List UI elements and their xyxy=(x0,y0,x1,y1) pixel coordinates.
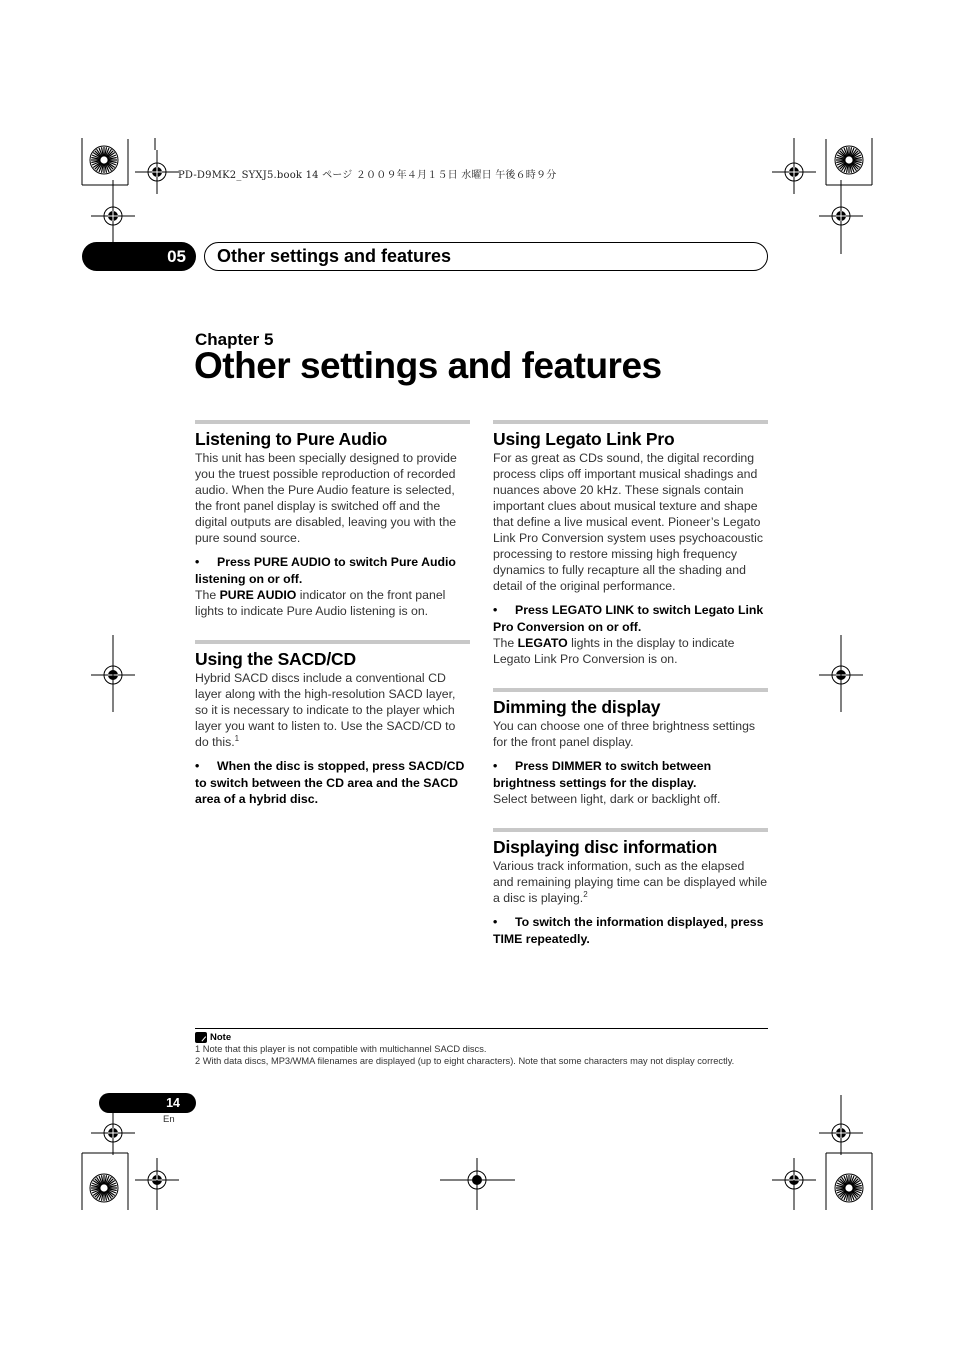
result-text: lights in the display to indicate Legato Link Pro Conversion is on. xyxy=(493,636,735,666)
section-result xyxy=(493,635,768,667)
section-pure-audio xyxy=(195,420,470,619)
bullet-text: Press DIMMER to switch between brightness settings for the display. xyxy=(493,759,712,790)
bullet-text: Press PURE AUDIO to switch Pure Audio listening on or off. xyxy=(195,555,456,586)
instruction-bullet xyxy=(493,602,768,635)
section-heading: Listening to Pure Audio xyxy=(195,429,388,449)
language-code: En xyxy=(163,1114,175,1125)
pencil-note-icon xyxy=(195,1032,207,1043)
body-text: Hybrid SACD discs include a conventional CD layer along with the high-resolution SACD layer, so it is necessary to indicate to the player which layer you want to listen to. Use the SACD/CD to do this. xyxy=(195,671,456,749)
section-result xyxy=(195,587,470,619)
body-text: Various track information, such as the elapsed and remaining playing time can be displayed while a disc is playing. xyxy=(493,859,768,905)
footnote-ref: 2 xyxy=(583,889,588,899)
footnote-ref: 1 xyxy=(234,733,240,743)
right-column xyxy=(493,420,768,947)
legato-term: LEGATO xyxy=(517,636,568,650)
section-legato xyxy=(493,420,768,667)
section-heading: Using the SACD/CD xyxy=(195,649,356,669)
header-chapter-title: Other settings and features xyxy=(217,246,452,266)
result-text: The xyxy=(195,588,220,602)
section-disc-info xyxy=(493,828,768,947)
section-rule xyxy=(195,640,470,644)
note-header xyxy=(195,1032,768,1043)
section-heading: Using Legato Link Pro xyxy=(493,429,675,449)
book-file-info: PD-D9MK2_SYXJ5.book 14 ページ ２００９年４月１５日 水曜日 午後６時９分 xyxy=(178,170,557,181)
section-body: For as great as CDs sound, the digital recording process clips off important musical shadings and nuances above 20 kHz. These signals contain important clues about musical texture and shape that define a live musical event. Pioneer’s Legato Link Pro Conversion system uses psychoacoustic processing to restore missing high frequency dynamics to fully recapture all the shading and detail of the original performance. xyxy=(493,451,763,593)
instruction-bullet xyxy=(493,758,768,791)
section-sacd xyxy=(195,640,470,808)
bullet-symbol: • xyxy=(195,759,200,773)
section-rule xyxy=(493,828,768,832)
section-body xyxy=(195,670,470,750)
section-heading: Displaying disc information xyxy=(493,837,718,857)
chapter-header-bar xyxy=(82,242,768,271)
bullet-text: Press LEGATO LINK to switch Legato Link Pro Conversion on or off. xyxy=(493,603,764,634)
instruction-bullet xyxy=(195,758,470,808)
page-number: 14 xyxy=(99,1093,196,1113)
footnote-1: 1 Note that this player is not compatible with multichannel SACD discs. xyxy=(195,1044,487,1054)
chapter-label: Chapter 5 xyxy=(195,330,274,349)
bullet-symbol: • xyxy=(493,603,498,617)
chapter-number-badge: 05 xyxy=(82,242,196,271)
note-area xyxy=(195,1028,768,1067)
section-heading: Dimming the display xyxy=(493,697,661,717)
section-body: This unit has been specially designed to provide you the truest possible reproduction of recorded audio. When the Pure Audio feature is selected, the front panel display is switched off and the digital outputs are disabled, leaving you with the pure sound source. xyxy=(195,451,457,545)
note-label: Note xyxy=(210,1032,232,1043)
bullet-symbol: • xyxy=(493,759,498,773)
section-rule xyxy=(493,688,768,692)
footnote-2: 2 With data discs, MP3/WMA filenames are displayed (up to eight characters). Note that some characters may not display correctly. xyxy=(195,1056,735,1066)
bullet-text: When the disc is stopped, press SACD/CD to switch between the CD area and the SACD area of a hybrid disc. xyxy=(195,759,465,806)
section-result: Select between light, dark or backlight off. xyxy=(493,792,721,806)
bullet-text: To switch the information displayed, press TIME repeatedly. xyxy=(493,915,764,946)
result-text: indicator on the front panel lights to indicate Pure Audio listening is on. xyxy=(195,588,446,618)
section-body xyxy=(493,858,768,906)
bullet-symbol: • xyxy=(493,915,498,929)
section-rule xyxy=(195,420,470,424)
section-rule xyxy=(493,420,768,424)
section-body: You can choose one of three brightness settings for the front panel display. xyxy=(493,719,756,749)
pure-audio-term: PURE AUDIO xyxy=(219,588,297,602)
instruction-bullet xyxy=(493,914,768,947)
bullet-symbol: • xyxy=(195,555,200,569)
left-column xyxy=(195,420,470,808)
instruction-bullet xyxy=(195,554,470,587)
page-title: Other settings and features xyxy=(194,345,662,386)
section-dimmer xyxy=(493,688,768,807)
result-text: The xyxy=(493,636,518,650)
